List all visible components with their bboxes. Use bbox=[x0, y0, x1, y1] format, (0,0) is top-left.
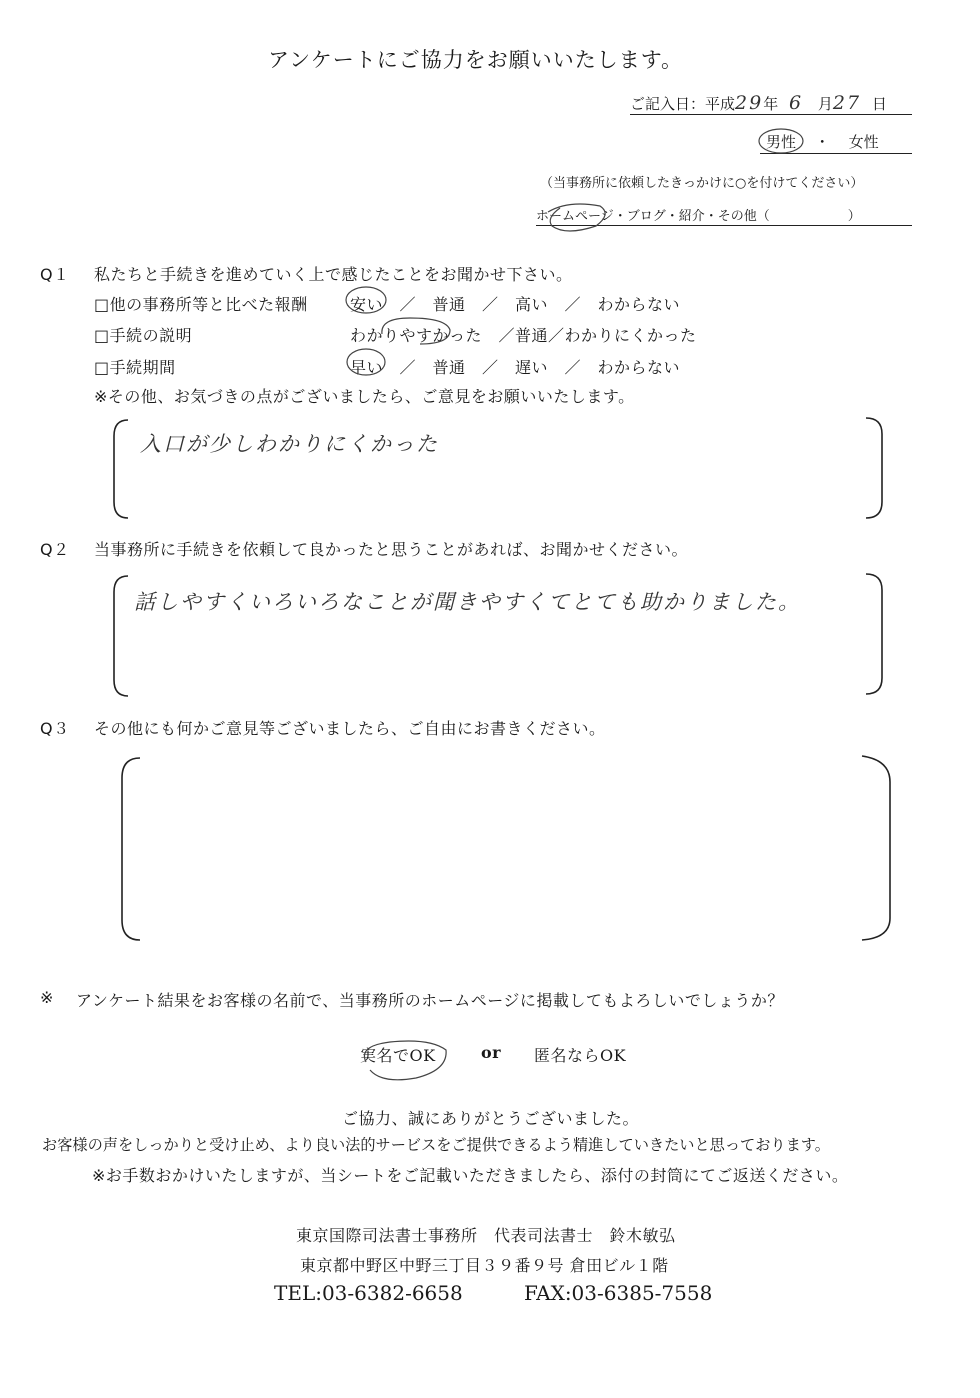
q1-question: 私たちと手続きを進めていく上で感じたことをお聞かせ下さい。 bbox=[94, 265, 573, 284]
q1-row-fee-label[interactable]: □他の事務所等と比べた報酬 bbox=[94, 295, 308, 314]
circle-mark-fast bbox=[347, 349, 385, 375]
q2-answer-text[interactable]: 話しやすくいろいろなことが聞きやすくてとても助かりました。 bbox=[134, 590, 801, 614]
trigger-prompt: （当事務所に依頼したきっかけに○を付けてください） bbox=[540, 176, 864, 191]
q1-row-period-label[interactable]: □手続期間 bbox=[94, 358, 176, 377]
consent-or: or bbox=[481, 1043, 502, 1062]
q1-row-period-options[interactable]: 早い ／ 普通 ／ 遅い ／ わからない bbox=[350, 358, 681, 377]
gender-separator: ・ bbox=[814, 133, 830, 151]
trigger-options[interactable]: ホームページ・ブログ・紹介・その他（ ） bbox=[536, 205, 912, 226]
footer-message: お客様の声をしっかりと受け止め、より良い法的サービスをご提供できるよう精進していきたいと思っております。 bbox=[42, 1136, 830, 1154]
office-name: 東京国際司法書士事務所 代表司法書士 鈴木敏弘 bbox=[296, 1226, 676, 1245]
date-month[interactable]: 6 bbox=[789, 92, 804, 114]
office-tel: TEL:03-6382-6658 bbox=[274, 1281, 463, 1305]
circle-mark-easy-to-understand bbox=[382, 318, 450, 344]
consent-mark: ※ bbox=[40, 988, 54, 1007]
date-day[interactable]: 27 bbox=[832, 92, 862, 114]
q3-question: その他にも何かご意見等ございましたら、ご自由にお書きください。 bbox=[94, 719, 606, 738]
circle-mark-real-name bbox=[364, 1041, 446, 1080]
circle-mark-male bbox=[759, 129, 803, 153]
q1-box-left-bracket bbox=[114, 420, 128, 518]
gender-female[interactable]: 女性 bbox=[848, 133, 879, 151]
footer-return-note: ※お手数おかけいたしますが、当シートをご記載いただきましたら、添付の封筒にてご返送ください。 bbox=[92, 1166, 849, 1185]
q3-box-left-bracket bbox=[122, 758, 140, 940]
q1-row-explanation-options[interactable]: わかりやすかった ／普通／わかりにくかった bbox=[350, 326, 697, 345]
q2-question: 当事務所に手続きを依頼して良かったと思うことがあれば、お聞かせください。 bbox=[94, 540, 689, 559]
office-address: 東京都中野区中野三丁目３９番９号 倉田ビル１階 bbox=[300, 1256, 669, 1275]
consent-option-real-name[interactable]: 実名でOK bbox=[360, 1046, 436, 1065]
page-title: アンケートにご協力をお願いいたします。 bbox=[268, 48, 684, 72]
q2-box-left-bracket bbox=[114, 576, 128, 696]
q3-number: Q３ bbox=[40, 719, 70, 738]
gender-male[interactable]: 男性 bbox=[766, 133, 797, 151]
q1-row-explanation-label[interactable]: □手続の説明 bbox=[94, 326, 193, 345]
q1-answer-text[interactable]: 入口が少しわかりにくかった bbox=[140, 432, 439, 456]
q2-box-right-bracket bbox=[866, 574, 882, 694]
consent-question: アンケート結果をお客様の名前で、当事務所のホームページに掲載してもよろしいでしょうか？ bbox=[76, 991, 784, 1010]
q2-number: Q２ bbox=[40, 540, 70, 559]
day-label: 日 bbox=[871, 95, 887, 113]
date-year[interactable]: 29 bbox=[735, 92, 764, 114]
footer-thanks: ご協力、誠にありがとうございました。 bbox=[342, 1109, 640, 1128]
circle-mark-cheap bbox=[346, 287, 386, 313]
q3-box-right-bracket bbox=[862, 756, 890, 940]
q1-other-prompt: ※その他、お気づきの点がございましたら、ご意見をお願いいたします。 bbox=[94, 387, 635, 406]
year-label: 年 bbox=[763, 95, 779, 113]
q1-number: Q１ bbox=[40, 265, 70, 284]
date-prefix: ご記入日：平成 bbox=[630, 95, 736, 113]
q1-box-right-bracket bbox=[866, 418, 882, 518]
circle-mark-homepage bbox=[548, 204, 605, 231]
month-label: 月 bbox=[817, 95, 833, 113]
q1-row-fee-options[interactable]: 安い ／ 普通 ／ 高い ／ わからない bbox=[350, 295, 681, 314]
office-fax: FAX:03-6385-7558 bbox=[524, 1281, 713, 1305]
consent-option-anonymous[interactable]: 匿名ならOK bbox=[534, 1046, 627, 1065]
